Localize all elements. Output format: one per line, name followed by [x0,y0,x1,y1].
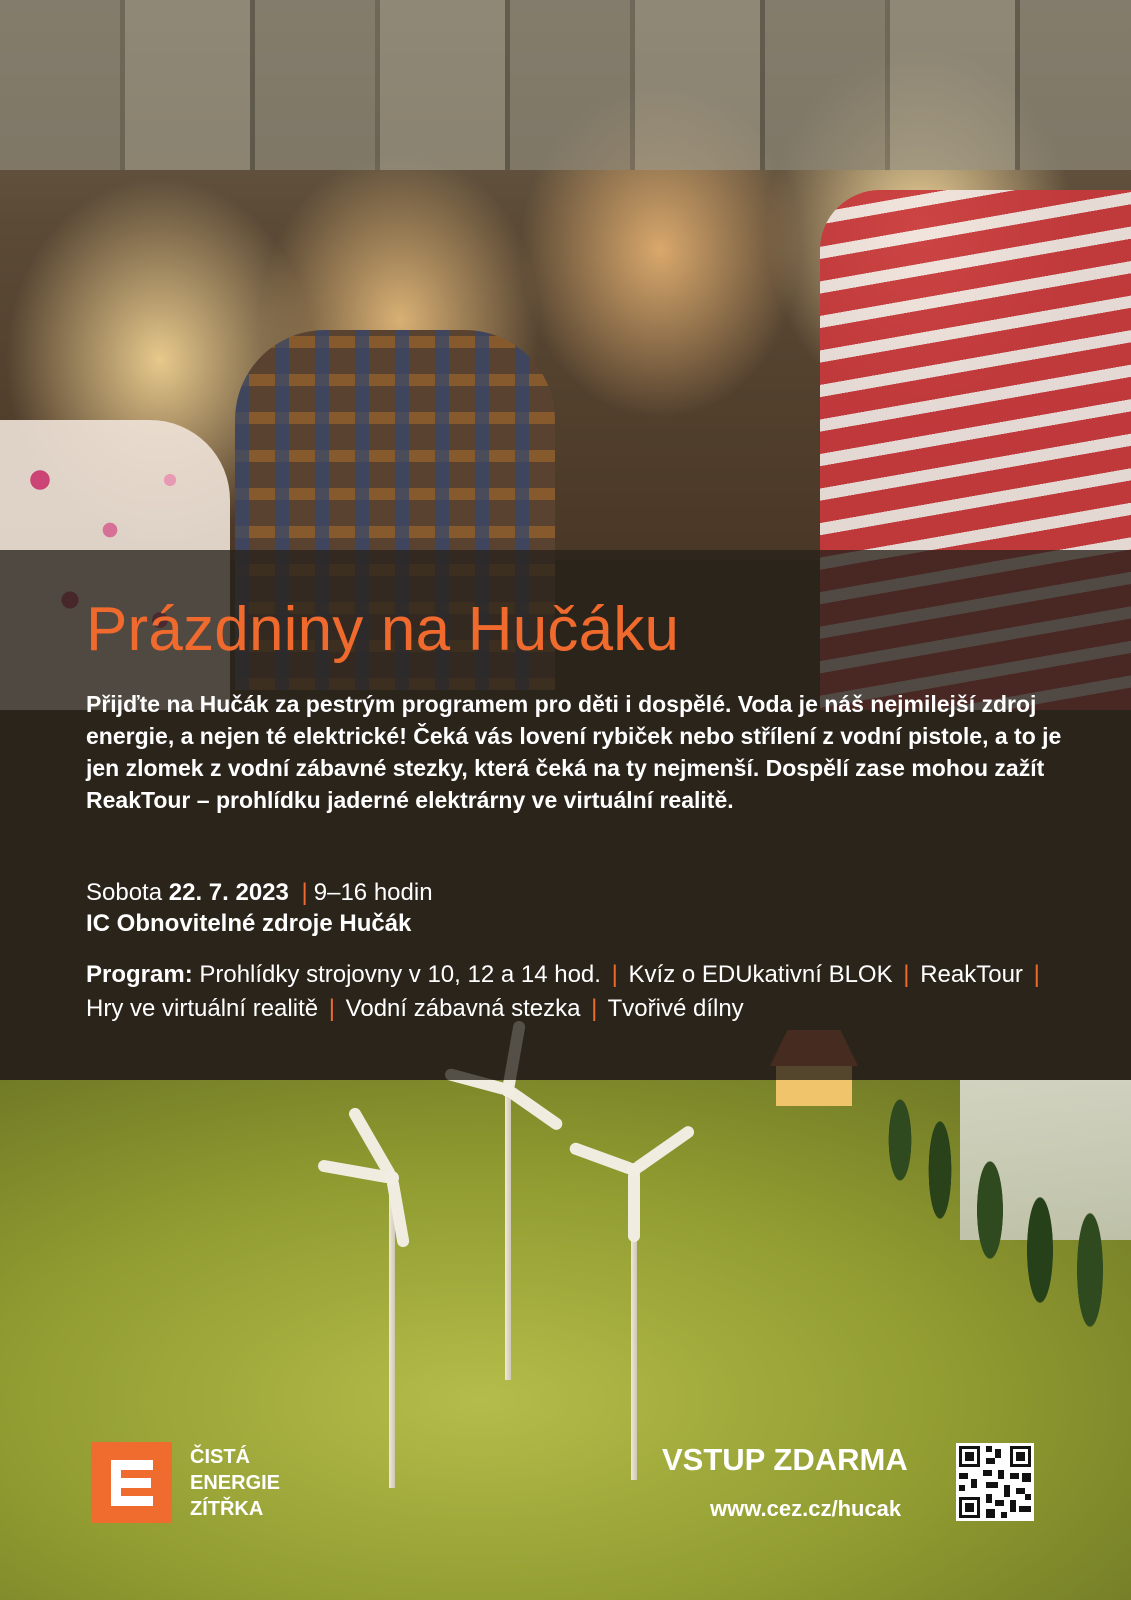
event-hours: 9–16 hodin [313,879,433,906]
separator: | [301,879,308,906]
admission-free: VSTUP ZDARMA [662,1442,908,1477]
brand-line: ZÍTŘKA [190,1498,264,1520]
event-place: IC Obnovitelné zdroje Hučák [86,910,412,937]
program-item: Prohlídky strojovny v 10, 12 a 14 hod. [199,961,601,988]
program-label: Program: [86,961,193,988]
brand-line: ENERGIE [190,1472,281,1494]
cez-logo-icon [91,1442,172,1523]
event-date: 22. 7. 2023 [168,879,289,906]
program-item: Hry ve virtuální realitě [86,995,319,1022]
event-date-time [86,876,433,910]
program-item: Vodní zábavná stezka [345,995,581,1022]
brand-line: ČISTÁ [190,1446,250,1468]
intro-text: Přijďte na Hučák za pestrým programem pro děti i dospělé. Voda je náš nejmilejší zdroj energie, a nejen té elektrické! Čeká vás lovení rybiček nebo střílení z vodní pistole, a to je jen zlomek z vodní zábavné stezky, která čeká na ty nejmenší. Dospělí zase mohou zažít ReakTour – prohlídku jaderné elektrárny ve virtuální realitě. [86,691,1062,813]
program-item: Kvíz o EDUkativní BLOK [628,961,893,988]
program-item: Tvořivé dílny [607,995,744,1022]
separator: | [591,995,598,1022]
separator: | [611,961,618,988]
separator: | [903,961,910,988]
program-item: ReakTour [920,961,1023,988]
qr-code-icon[interactable] [956,1443,1034,1521]
archive-photos-strip [0,0,1131,170]
separator: | [1033,961,1040,988]
brand-tagline [190,1444,280,1522]
program-list [86,958,1076,1026]
page-title: Prázdniny na Hučáku [86,595,680,664]
model-trees [860,1060,1131,1340]
event-day: Sobota [86,879,163,906]
separator: | [328,995,335,1022]
website-link[interactable]: www.cez.cz/hucak [710,1496,902,1521]
